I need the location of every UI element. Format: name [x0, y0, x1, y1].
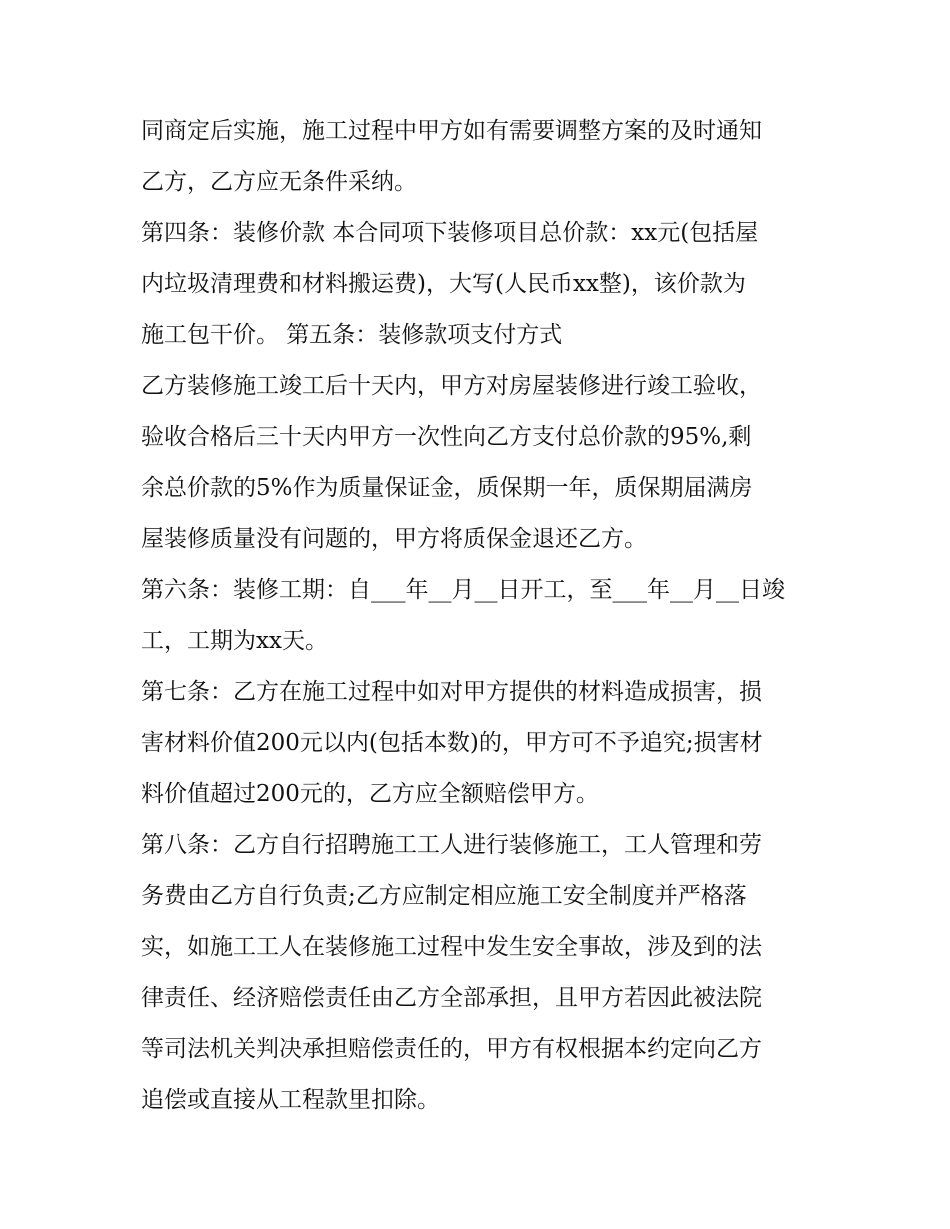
text-line: 内垃圾清理费和材料搬运费)，大写(人民币xx整)，该价款为 [141, 271, 746, 297]
text-line: 同商定后实施，施工过程中甲方如有需要调整方案的及时通知 [141, 118, 762, 144]
text-line: 追偿或直接从工程款里扣除。 [141, 1087, 440, 1113]
text-line: 余总价款的5%作为质量保证金，质保期一年，质保期届满房 [141, 475, 753, 501]
text-line: 第七条：乙方在施工过程中如对甲方提供的材料造成损害，损 [141, 679, 762, 705]
text-line: 第四条：装修价款 本合同项下装修项目总价款：xx元(包括屋 [141, 220, 759, 246]
text-line: 验收合格后三十天内甲方一次性向乙方支付总价款的95%,剩 [141, 424, 752, 450]
text-line: 等司法机关判决承担赔偿责任的，甲方有权根据本约定向乙方 [141, 1036, 762, 1062]
text-line: 乙方装修施工竣工后十天内，甲方对房屋装修进行竣工验收， [141, 373, 762, 399]
text-line: 律责任、经济赔偿责任由乙方全部承担，且甲方若因此被法院 [141, 985, 762, 1011]
text-line: 害材料价值200元以内(包括本数)的，甲方可不予追究;损害材 [141, 730, 763, 756]
text-line: 施工包干价。 第五条：装修款项支付方式 [141, 322, 563, 348]
text-line: 料价值超过200元的，乙方应全额赔偿甲方。 [141, 781, 599, 807]
contract-text [141, 106, 821, 1126]
text-line: 屋装修质量没有问题的，甲方将质保金退还乙方。 [141, 526, 647, 552]
text-line: 务费由乙方自行负责;乙方应制定相应施工安全制度并严格落 [141, 883, 747, 909]
text-line: 实，如施工工人在装修施工过程中发生安全事故，涉及到的法 [141, 934, 762, 960]
text-line: 工，工期为xx天。 [141, 628, 328, 654]
text-line: 第八条：乙方自行招聘施工工人进行装修施工，工人管理和劳 [141, 832, 762, 858]
text-line: 乙方，乙方应无条件采纳。 [141, 169, 417, 195]
text-line: 第六条：装修工期：自___年__月__日开工，至___年__月__日竣 [141, 577, 785, 603]
